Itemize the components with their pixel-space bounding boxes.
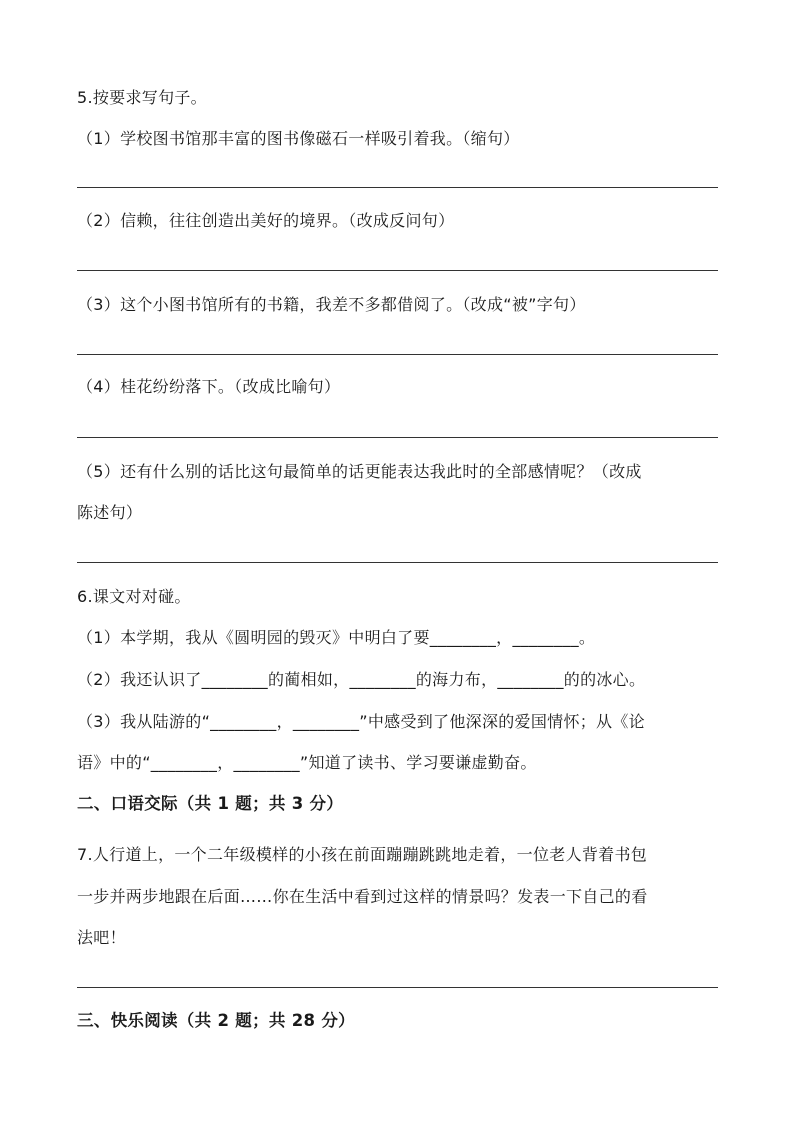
- question-6-item-2: （2）我还认识了________的蔺相如，________的海力布，________的的冰心。: [77, 670, 646, 689]
- question-6-item-3-continued: 语》中的“________，________”知道了读书、学习要谦虚勤奋。: [77, 753, 537, 772]
- question-5-item-1: （1）学校图书馆那丰富的图书像磁石一样吸引着我。（缩句）: [77, 129, 520, 148]
- answer-line-5-3: [77, 354, 718, 355]
- question-6-item-3: （3）我从陆游的“________，________”中感受到了他深深的爱国情怀；从《论: [77, 712, 645, 731]
- answer-line-5-4: [77, 437, 718, 438]
- question-5-title: 5.按要求写句子。: [77, 88, 207, 107]
- question-7-line-3: 法吧！: [77, 928, 126, 947]
- question-7-line-2: 一步并两步地跟在后面……你在生活中看到过这样的情景吗？发表一下自己的看: [77, 887, 648, 906]
- section-3-heading: 三、快乐阅读（共 2 题；共 28 分）: [77, 1011, 355, 1030]
- question-5-item-4: （4）桂花纷纷落下。（改成比喻句）: [77, 377, 341, 396]
- answer-line-7: [77, 987, 718, 988]
- question-5-item-5: （5）还有什么别的话比这句最简单的话更能表达我此时的全部感情呢？（改成: [77, 462, 642, 481]
- question-6-title: 6.课文对对碰。: [77, 587, 191, 606]
- question-5-item-3: （3）这个小图书馆所有的书籍，我差不多都借阅了。（改成“被”字句）: [77, 295, 586, 314]
- question-7-line-1: 7.人行道上，一个二年级模样的小孩在前面蹦蹦跳跳地走着，一位老人背着书包: [77, 845, 648, 864]
- question-6-item-1: （1）本学期，我从《圆明园的毁灭》中明白了要________，________。: [77, 628, 596, 647]
- question-5-item-5-continued: 陈述句）: [77, 503, 143, 522]
- answer-line-5-5: [77, 562, 718, 563]
- section-2-heading: 二、口语交际（共 1 题；共 3 分）: [77, 794, 344, 813]
- answer-line-5-1: [77, 187, 718, 188]
- question-5-item-2: （2）信赖，往往创造出美好的境界。（改成反问句）: [77, 211, 455, 230]
- answer-line-5-2: [77, 270, 718, 271]
